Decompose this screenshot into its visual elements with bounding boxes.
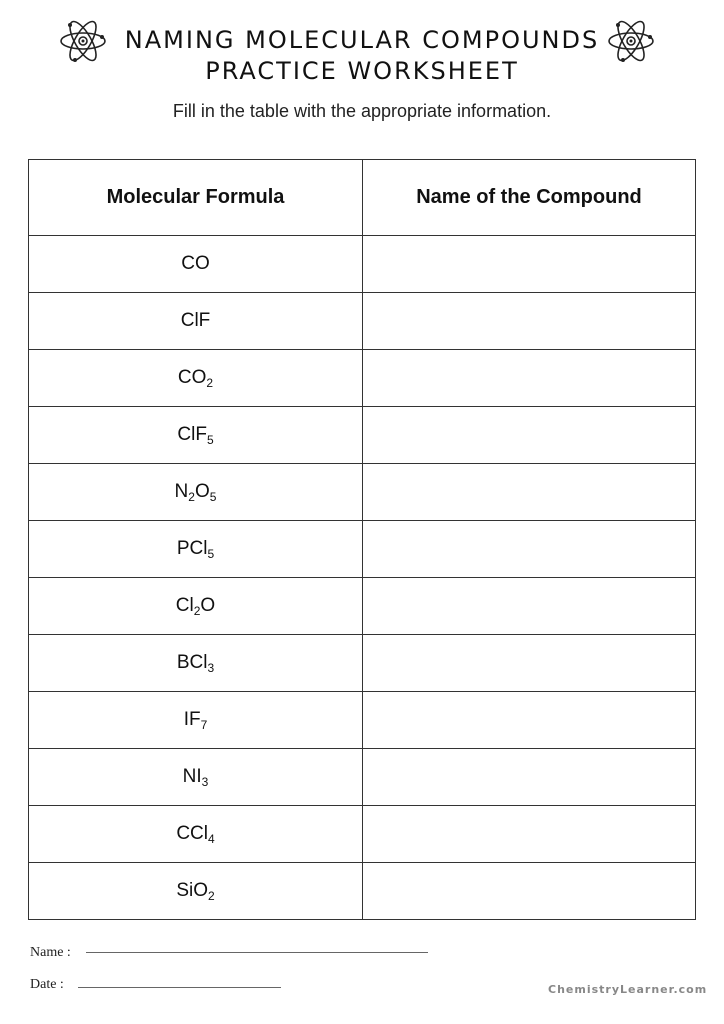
compound-name-answer-cell[interactable] bbox=[363, 749, 696, 806]
compound-name-answer-cell[interactable] bbox=[363, 293, 696, 350]
page-title: NAMING MOLECULAR COMPOUNDS bbox=[124, 26, 600, 54]
formula-text: NI bbox=[182, 766, 202, 787]
table-row bbox=[29, 806, 696, 863]
formula-text: CO bbox=[177, 367, 207, 388]
compound-name-answer-cell[interactable] bbox=[363, 350, 696, 407]
table-row bbox=[29, 407, 696, 464]
column-header-formula: Molecular Formula bbox=[29, 160, 363, 236]
table-row bbox=[29, 464, 696, 521]
formula-subscript: 5 bbox=[206, 433, 214, 447]
formula-text: SiO bbox=[176, 880, 208, 901]
formula-subscript: 5 bbox=[209, 490, 217, 504]
formula-subscript: 4 bbox=[207, 832, 215, 846]
formula-text: PCl bbox=[176, 538, 208, 559]
compound-name-answer-cell[interactable] bbox=[363, 407, 696, 464]
table-row bbox=[29, 749, 696, 806]
formula-cell bbox=[29, 749, 363, 806]
formula-cell bbox=[29, 236, 363, 293]
formula-cell bbox=[29, 464, 363, 521]
table-row bbox=[29, 863, 696, 920]
table-header-row bbox=[29, 160, 696, 236]
formula-cell bbox=[29, 578, 363, 635]
formula-cell bbox=[29, 635, 363, 692]
site-credit: ChemistryLearner.com bbox=[548, 983, 708, 996]
table-row bbox=[29, 236, 696, 293]
formula-subscript: 7 bbox=[200, 718, 208, 732]
compound-name-answer-cell[interactable] bbox=[363, 578, 696, 635]
compound-name-answer-cell[interactable] bbox=[363, 521, 696, 578]
formula-text: CCl bbox=[176, 823, 208, 844]
formula-cell bbox=[29, 521, 363, 578]
table-row bbox=[29, 635, 696, 692]
formula-cell bbox=[29, 350, 363, 407]
name-label: Name : bbox=[30, 945, 71, 960]
compound-name-answer-cell[interactable] bbox=[363, 635, 696, 692]
formula-cell bbox=[29, 806, 363, 863]
formula-text: ClF bbox=[177, 424, 207, 445]
table-row bbox=[29, 692, 696, 749]
formula-subscript: 3 bbox=[207, 661, 215, 675]
compound-name-answer-cell[interactable] bbox=[363, 806, 696, 863]
date-label: Date : bbox=[30, 977, 64, 992]
formula-text: O bbox=[200, 595, 216, 616]
page-subtitle: PRACTICE WORKSHEET bbox=[205, 57, 519, 85]
table-row bbox=[29, 293, 696, 350]
formula-text: ClF bbox=[180, 310, 211, 331]
worksheet-table bbox=[28, 159, 696, 920]
table-row bbox=[29, 521, 696, 578]
formula-cell bbox=[29, 692, 363, 749]
compound-name-answer-cell[interactable] bbox=[363, 464, 696, 521]
formula-subscript: 2 bbox=[208, 889, 215, 903]
formula-text: N bbox=[174, 481, 189, 502]
formula-subscript: 3 bbox=[201, 775, 209, 789]
formula-text: CO bbox=[181, 253, 210, 274]
formula-subscript: 2 bbox=[193, 604, 201, 618]
formula-subscript: 5 bbox=[207, 547, 215, 561]
formula-text: Cl bbox=[175, 595, 194, 616]
formula-subscript: 2 bbox=[188, 490, 195, 504]
formula-subscript: 2 bbox=[206, 376, 214, 390]
formula-text: O bbox=[194, 481, 210, 502]
name-answer-line[interactable] bbox=[86, 952, 428, 953]
formula-cell bbox=[29, 407, 363, 464]
formula-cell bbox=[29, 863, 363, 920]
formula-text: IF bbox=[183, 709, 201, 730]
column-header-name: Name of the Compound bbox=[363, 160, 696, 236]
compound-name-answer-cell[interactable] bbox=[363, 236, 696, 293]
table-row bbox=[29, 578, 696, 635]
compound-name-answer-cell[interactable] bbox=[363, 692, 696, 749]
table-row bbox=[29, 350, 696, 407]
instructions: Fill in the table with the appropriate information. bbox=[172, 101, 552, 121]
formula-text: BCl bbox=[176, 652, 208, 673]
date-answer-line[interactable] bbox=[78, 987, 281, 988]
formula-cell bbox=[29, 293, 363, 350]
compound-name-answer-cell[interactable] bbox=[363, 863, 696, 920]
